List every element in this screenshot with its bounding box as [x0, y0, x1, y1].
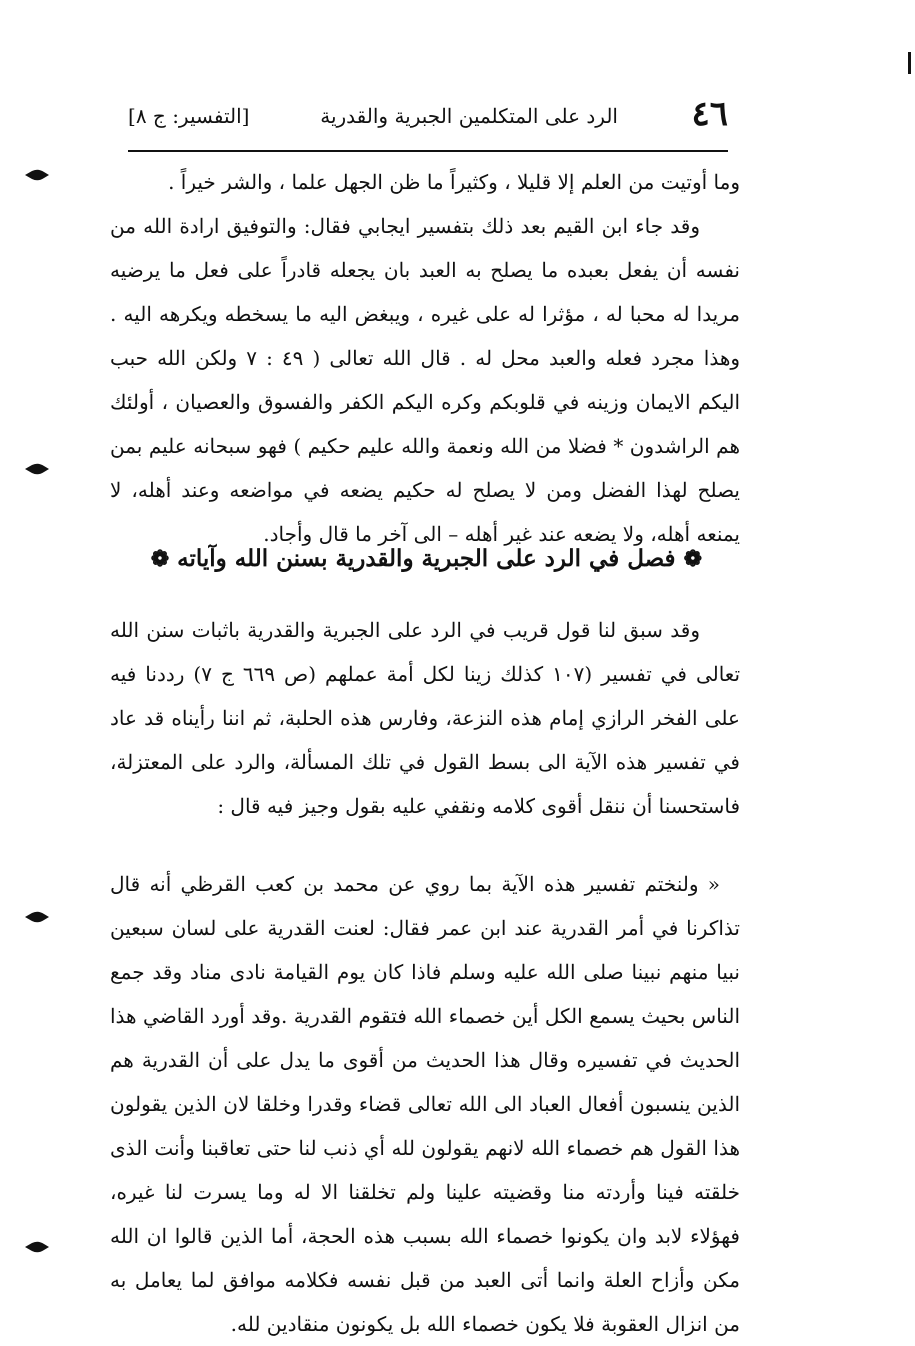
body-text-bottom: [110, 608, 740, 1346]
edge-mark: [908, 52, 911, 74]
paragraph: وقد سبق لنا قول قريب في الرد على الجبرية والقدرية باثبات سنن الله تعالى في تفسير (١٠٧ كذلك زينا لكل أمة عملهم (ص ٦٦٩ ج ٧) رددنا فيه على الفخر الرازي إمام هذه النزعة، وفارس هذه الحلبة، ثم اننا رأيناه قد عاد في تفسير هذه الآية الى بسط القول في تلك المسألة، والرد على المعتزلة، فاستحسنا أن ننقل أقوى كلامه ونقفي عليه بقول وجيز فيه قال :: [110, 618, 741, 818]
margin-bullet-icon: [24, 1240, 50, 1254]
section-heading: [150, 545, 710, 595]
paragraph: وما أوتيت من العلم إلا قليلا ، وكثيراً ما ظن الجهل علما ، والشر خيراً .: [168, 170, 740, 194]
quotation-paragraph: « ولنختم تفسير هذه الآية بما روي عن محمد بن كعب القرظي أنه قال تذاكرنا في أمر القدرية عند ابن عمر فقال: لعنت القدرية على لسان سبعين نبيا منهم نبينا صلى الله عليه وسلم فاذا كان يوم القيامة نادى مناد وقد جمع الناس بحيث يسمع الكل أين خصماء الله فتقوم القدرية .وقد أورد القاضي هذا الحديث في تفسيره وقال هذا الحديث من أقوى ما يدل على أن القدرية هم الذين ينسبون أفعال العباد الى الله تعالى قضاء وقدرا وخلقا لان الذين يقولون هذا القول هم خصماء الله لانهم يقولون لله أي ذنب لنا حتى تعاقبنا وأنت الذى خلقته فينا وأردته منا وقضيته علينا ولم تخلقنا الا له وما يسرت لنا غيره، فهؤلاء لابد وان يكونوا خصماء الله بسبب هذه الحجة، أما الذين قالوا ان الله مكن وأزاح العلة وانما أتى العبد من قبل نفسه فكلامه موافق لما يعامل به من انزال العقوبة فلا يكون خصماء الله بل يكونون منقادين لله.: [110, 872, 740, 1336]
running-title: الرد على المتكلمين الجبرية والقدرية: [320, 104, 618, 128]
page-header: [128, 92, 728, 148]
page-number: ٤٦: [691, 94, 728, 134]
header-rule: [128, 150, 728, 152]
margin-bullet-icon: [24, 168, 50, 182]
ornament-icon: ❁: [150, 546, 170, 572]
body-text-top: [110, 160, 740, 556]
margin-bullet-icon: [24, 910, 50, 924]
margin-bullet-icon: [24, 462, 50, 476]
ornament-icon: ❁: [683, 546, 702, 572]
section-reference: [التفسير: ج ٨]: [128, 104, 250, 128]
section-heading-text: فصل في الرد على الجبرية والقدرية بسنن الله وآياته: [177, 545, 676, 572]
paragraph: وقد جاء ابن القيم بعد ذلك بتفسير ايجابي فقال: والتوفيق ارادة الله من نفسه أن يفعل بعبده ما يصلح به العبد بان يجعله قادراً على فعل ما يرضيه مريدا له محبا له ، مؤثرا له على غيره ، ويبغض اليه ما يسخطه ويكرهه اليه . وهذا مجرد فعله والعبد محل له . قال الله تعالى ( ٤٩ : ٧ ولكن الله حبب اليكم الايمان وزينه في قلوبكم وكره اليكم الكفر والفسوق والعصيان ، أولئك هم الراشدون * فضلا من الله ونعمة والله عليم حكيم ) فهو سبحانه عليم بمن يصلح لهذا الفضل ومن لا يصلح له حكيم يضعه في مواضعه وعند أهله، لا يمنعه أهله، ولا يضعه عند غير أهله – الى آخر ما قال وأجاد.: [110, 214, 741, 546]
